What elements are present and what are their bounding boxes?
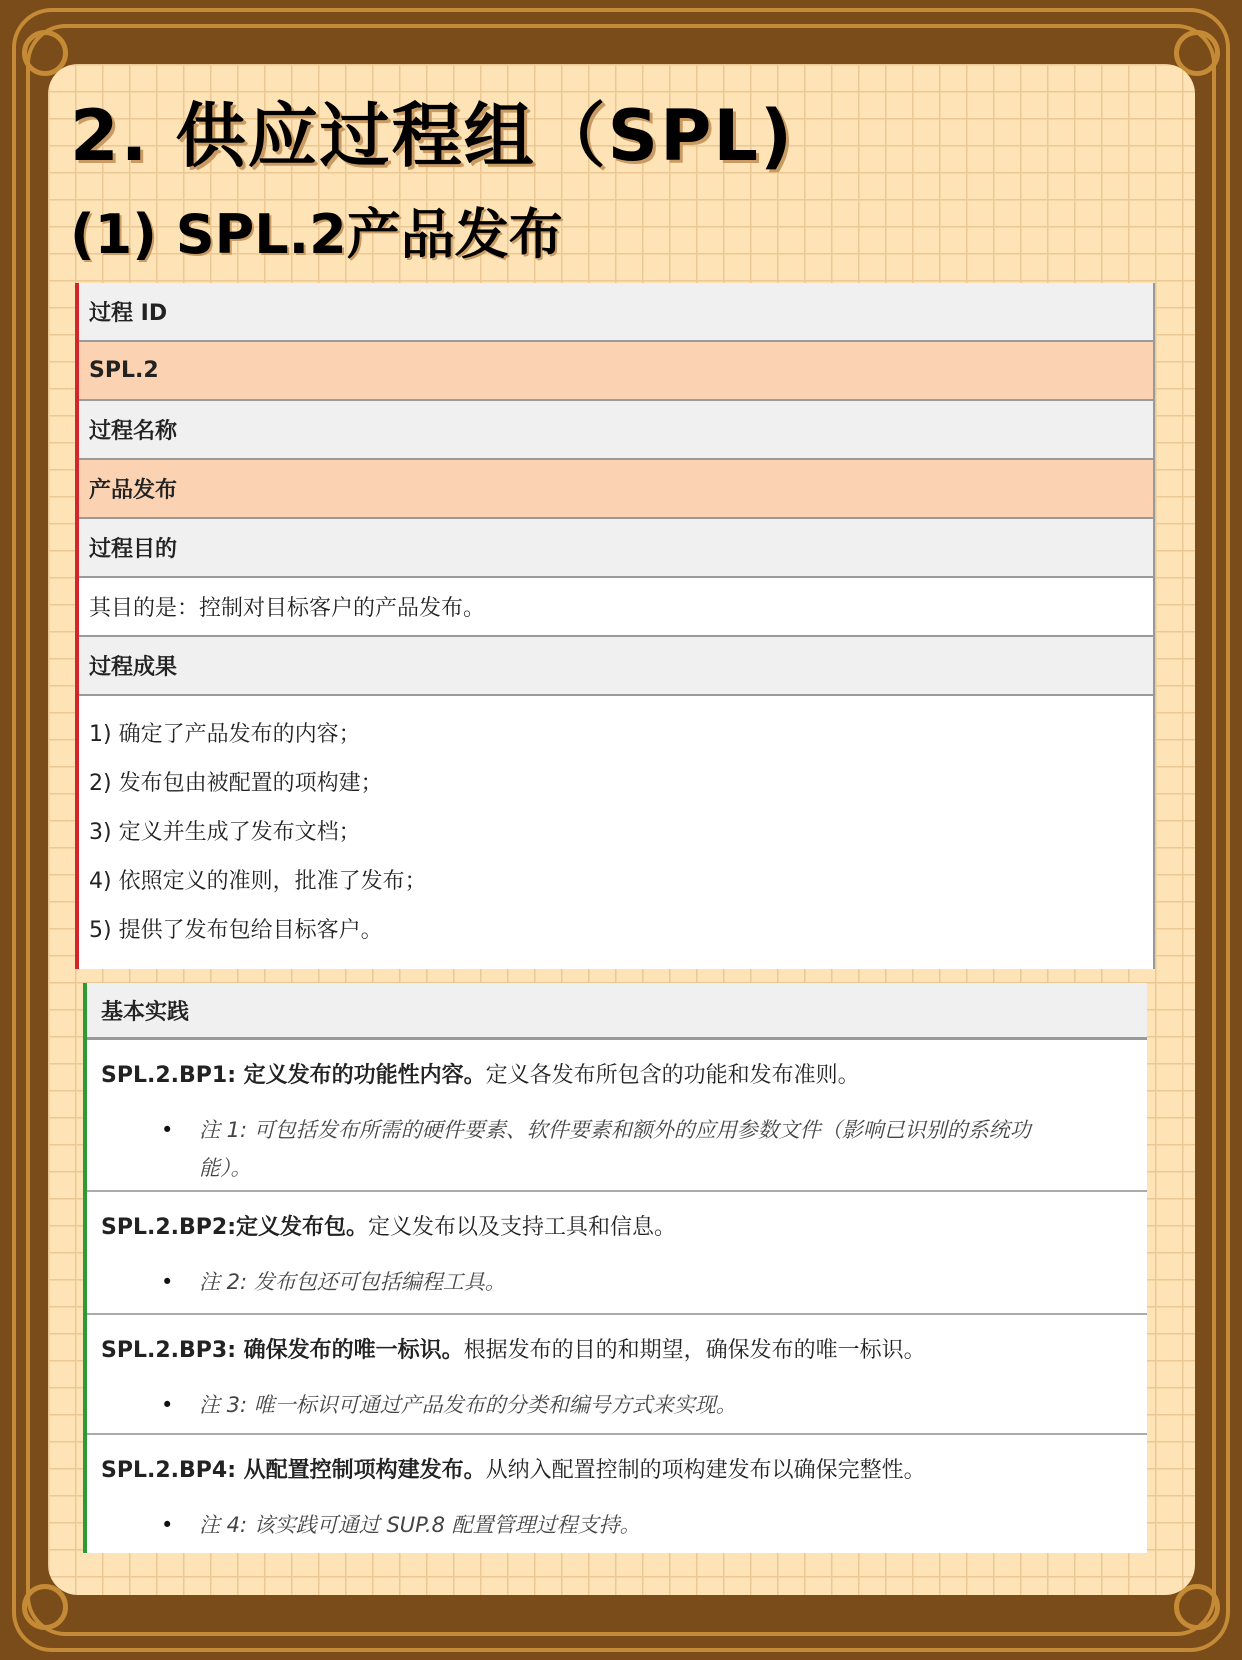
section-title: (1) SPL.2产品发布 [70,203,563,266]
practice-desc: 定义各发布所包含的功能和发布准则。 [485,1063,860,1088]
practice-row [87,1315,1147,1435]
corner-knot-icon [22,1584,68,1630]
practices-header: 基本实践 [87,983,1147,1040]
process-table [75,283,1155,969]
practice-id: SPL.2.BP4: 从配置控制项构建发布。 [101,1458,486,1483]
purpose-value: 其目的是：控制对目标客户的产品发布。 [79,578,1153,637]
name-value: 产品发布 [79,460,1153,519]
practice-row [87,1040,1147,1192]
list-item: 4) 依照定义的准则，批准了发布； [89,869,427,894]
purpose-label: 过程目的 [79,519,1153,578]
list-item: 2) 发布包由被配置的项构建； [89,771,383,796]
practice-id: SPL.2.BP1: 定义发布的功能性内容。 [101,1063,486,1088]
practices-table [83,983,1147,1553]
practice-desc: 定义发布以及支持工具和信息。 [368,1215,677,1240]
practice-id: SPL.2.BP2:定义发布包。 [101,1215,369,1240]
page-title: 2. 供应过程组（SPL) [70,95,794,177]
practice-desc: 从纳入配置控制的项构建发布以确保完整性。 [485,1458,926,1483]
id-label: 过程 ID [79,283,1153,342]
list-item: 1) 确定了产品发布的内容； [89,722,361,747]
practice-row [87,1192,1147,1315]
id-value: SPL.2 [79,342,1153,401]
list-item: 5) 提供了发布包给目标客户。 [89,918,383,943]
outcomes-list [79,696,1153,969]
outcomes-label: 过程成果 [79,637,1153,696]
practice-note: • 注 2: 发布包还可包括编程工具。 [161,1263,1133,1301]
practice-desc: 根据发布的目的和期望，确保发布的唯一标识。 [463,1338,926,1363]
practice-row [87,1435,1147,1553]
list-item: 3) 定义并生成了发布文档； [89,820,361,845]
name-label: 过程名称 [79,401,1153,460]
corner-knot-icon [1174,1584,1220,1630]
practice-note: • 注 3: 唯一标识可通过产品发布的分类和编号方式来实现。 [161,1386,1133,1424]
practice-note: • 注 4: 该实践可通过 SUP.8 配置管理过程支持。 [161,1506,1133,1544]
practice-id: SPL.2.BP3: 确保发布的唯一标识。 [101,1338,464,1363]
practice-note: • 注 1: 可包括发布所需的硬件要素、软件要素和额外的应用参数文件（影响已识别的系统功能）。 [161,1111,1033,1187]
